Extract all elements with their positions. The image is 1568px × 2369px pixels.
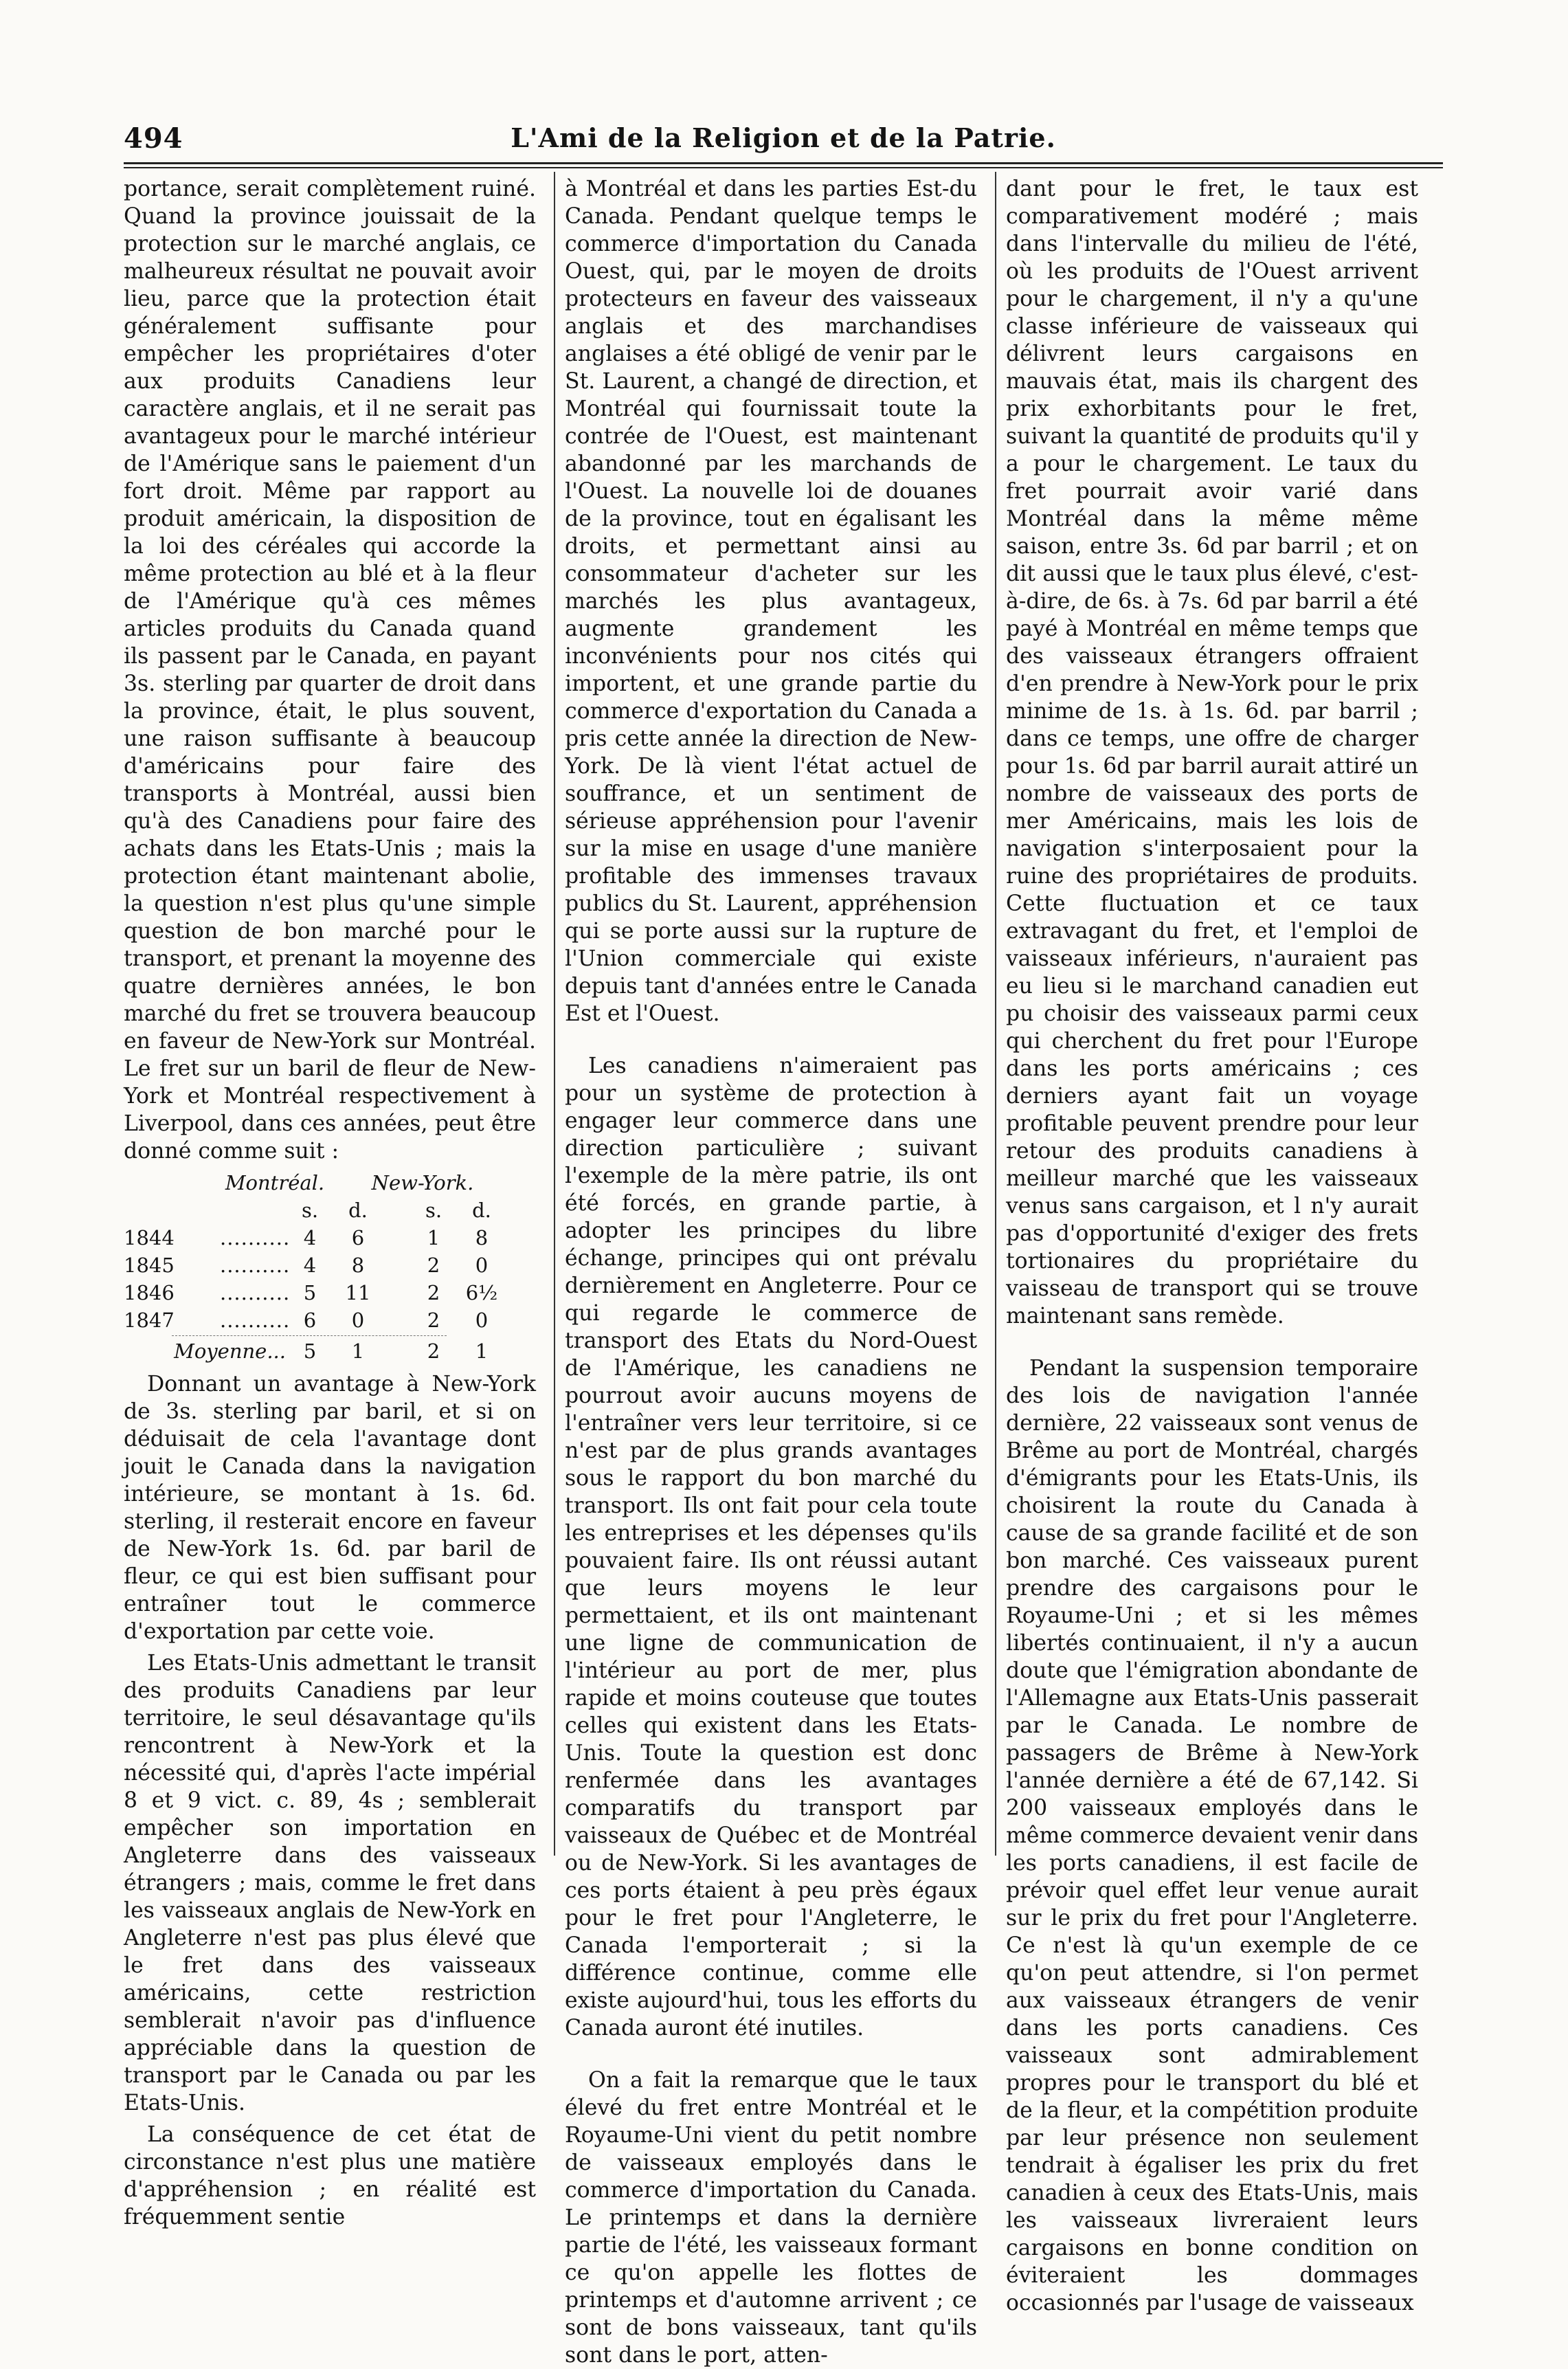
column-1 [124, 175, 536, 2229]
year: 1845 [124, 1254, 175, 1277]
paragraph: Pendant la suspension temporaire des lois de navigation l'année dernière, 22 vaisseaux sont venus de Brême au port de Montréal, chargés d'émigrants pour les Etats-Unis, ils choisirent la route du Canada à cause de sa grande facilité et de son bon marché. Ces vaisseaux purent prendre des cargaisons pour le Royaume-Uni ; et si les mêmes libertés continuaient, il n'y a aucun doute que l'émigration abondante de l'Allemagne aux Etats-Unis passerait par le Canada. Le nombre de passagers de Brême à New-York l'année dernière a été de 67,142. Si 200 vaisseaux employés dans le même commerce devaient venir dans les ports canadiens, il est facile de prévoir quel effet leur venue aurait sur le prix du fret pour l'Angleterre. Ce n'est là qu'un exemple de ce qu'on peut attendre, si l'on permet aux vaisseaux étrangers de venir dans les ports canadiens. Ces vaisseaux sont admirablement propres pour le transport du blé et de la fleur, et la compétition produite par leur présence non seulement tendrait à égaliser les prix du fret canadien à ceux des Etats-Unis, mais les vaisseaux livreraient leurs cargaisons en bonne condition on éviteraient les dommages occasionnés par l'usage de vaisseaux [1006, 1356, 1418, 2315]
page-header [124, 122, 1443, 164]
running-title: L'Ami de la Religion et de la Patrie. [511, 122, 1056, 153]
paragraph: dant pour le fret, le taux est comparativement modéré ; mais dans l'intervalle du milieu de l'été, où les produits de l'Ouest arrivent pour le chargement, il n'y a qu'une classe inférieure de vaisseaux qui délivrent leurs cargaisons en mauvais état, mais ils chargent des prix exhorbitants pour le fret, suivant la quantité de produits qu'il y a pour le chargement. Le taux du fret pourrait avoir varié dans Montréal dans la même même saison, entre 3s. 6d par barril ; et on dit aussi que le taux plus élevé, c'est-à-dire, de 6s. à 7s. 6d par barril a été payé à Montréal en même temps que des vaisseaux étrangers offraient d'en prendre à New-York pour le prix minime de 1s. à 1s. 6d. par barril ; dans ce temps, une offre de charger pour 1s. 6d par barril aurait attiré un nombre de vaisseaux des ports de mer Américains, mais les lois de navigation s'interposaient pour la ruine des propriétaires de produits. Cette fluctuation et ce taux extravagant du fret, et l'emploi de vaisseaux inférieurs, n'auraient pas eu lieu si le marchand canadien eut pu choisir des vaisseaux parmi ceux qui cherchent du fret pour l'Europe dans les ports américains ; ces derniers ayant fait un voyage profitable peuvent prendre pour leur retour des produits canadiens à meilleur marché que les vaisseaux venus sans cargaison, et l n'y aurait pas d'opportunité d'exiger des frets tortionaires du propriétaire du vaisseau de transport qui se trouve maintenant sans remède. [1006, 177, 1418, 1328]
year: 1844 [124, 1226, 175, 1249]
paragraph: portance, serait complètement ruiné. Quand la province jouissait de la protection sur le marché anglais, ce malheureux résultat ne pouvait avoir lieu, parce que la protection était généralement suffisante pour empêcher les propriétaires d'oter aux produits Canadiens leur caractère anglais, et il ne serait pas avantageux pour le marché intérieur de l'Amérique sans le paiement d'un fort droit. Même par rapport au produit américain, la disposition de la loi des céréales qui accorde la même protection au blé et à la fleur de l'Amérique qu'à ces mêmes articles produits du Canada quand ils passent par le Canada, en payant 3s. sterling par quarter de droit dans la province, était, le plus souvent, une raison suffisante à beaucoup d'américains pour faire des transports à Montréal, aussi bien qu'à des Canadiens pour faire des achats dans les Etats-Unis ; mais la protection étant maintenant abolie, la question n'est plus qu'une simple question de bon marché pour le transport, et prenant la moyenne des quatre dernières années, le bon marché du fret se trouvera beaucoup en faveur de New-York sur Montréal. Le fret sur un baril de fleur de New-York et Montréal respectivement à Liverpool, dans ces années, peut être donné comme suit : [124, 177, 536, 1164]
paragraph: Donnant un avantage à New-York de 3s. sterling par baril, et si on déduisait de cela l'avantage dont jouit le Canada dans la navigation intérieure, se montant à 1s. 6d. sterling, il resterait encore en faveur de New-York 1s. 6d. par baril de fleur, ce qui est bien suffisant pour entraîner tout le commerce d'exportation par cette voie. [124, 1372, 536, 1644]
column-divider [554, 172, 555, 1856]
table-row: 1846 .......... 5 11 2 6½ [124, 1279, 536, 1306]
table-row: 1844 .......... 4 6 1 8 [124, 1224, 536, 1252]
unit-shillings: s. [301, 1199, 319, 1222]
table-average-row: Moyenne... 5 1 2 1 [124, 1337, 536, 1365]
paragraph: à Montréal et dans les parties Est-du Canada. Pendant quelque temps le commerce d'importation du Canada Ouest, qui, par le moyen de droits protecteurs en faveur des vaisseaux anglais et des marchandises anglaises a été obligé de venir par le St. Laurent, a changé de direction, et Montréal qui fournissait toute la contrée de l'Ouest, est maintenant abandonné par les marchands de l'Ouest. La nouvelle loi de douanes de la province, tout en égalisant les droits, et permettant ainsi au consommateur d'acheter sur les marchés les plus avantageux, augmente grandement les inconvénients pour nos cités qui importent, et une grande partie du commerce d'exportation du Canada a pris cette année la direction de New-York. De là vient l'état actuel de souffrance, et un sentiment de sérieuse appréhension pour l'avenir sur la mise en usage d'une manière profitable des immenses travaux publics du St. Laurent, appréhension qui se porte aussi sur la rupture de l'Union commerciale qui existe depuis tant d'années entre le Canada Est et l'Ouest. [565, 177, 977, 1026]
table-row: 1847 .......... 6 0 2 0 [124, 1306, 536, 1334]
average-label: Moyenne... [174, 1339, 286, 1363]
paragraph: Les Etats-Unis admettant le transit des produits Canadiens par leur territoire, le seul désavantage qu'ils rencontrent à New-York et la nécessité qui, d'après l'acte impérial 8 et 9 vict. c. 89, 4s ; semblerait empêcher son importation en Angleterre dans des vaisseaux étrangers ; mais, comme le fret dans les vaisseaux anglais de New-York en Angleterre n'est pas plus élevé que le fret dans des vaisseaux américains, cette restriction semblerait n'avoir pas d'influence appréciable dans la question de transport par le Canada ou par les Etats-Unis. [124, 1651, 536, 2115]
unit-pence: d. [472, 1199, 491, 1222]
table-row: 1845 .......... 4 8 2 0 [124, 1252, 536, 1279]
header-rule-thin [124, 167, 1443, 168]
paragraph: Les canadiens n'aimeraient pas pour un système de protection à engager leur commerce dans une direction particulière ; suivant l'exemple de la mère patrie, ils ont été forcés, en grande partie, à adopter les principes du libre échange, principes qui ont prévalu dernièrement en Angleterre. Pour ce qui regarde le commerce de transport des Etats du Nord-Ouest de l'Amérique, les canadiens ne pourrout avoir aucuns moyens de l'entraîner vers leur territoire, si ce n'est par de plus grands avantages sous le rapport du bon marché du transport. Ils ont fait pour cela toute les entreprises et les dépenses qu'ils pouvaient faire. Ils ont réussi autant que leurs moyens le leur permettaient, et ils ont maintenant une ligne de communication de l'intérieur au port de mer, plus rapide et moins couteuse que toutes celles qui existent dans les Etats-Unis. Toute la question est donc renfermée dans les avantages comparatifs du transport par vaisseaux de Québec et de Montréal ou de New-York. Si les avantages de ces ports étaient à peu près égaux pour le fret pour l'Angleterre, le Canada l'emporterait ; si la différence continue, comme elle existe aujourd'hui, tous les efforts du Canada auront été inutiles. [565, 1054, 977, 2040]
year: 1847 [124, 1309, 175, 1332]
paragraph: On a fait la remarque que le taux élevé du fret entre Montréal et le Royaume-Uni vient du petit nombre de vaisseaux employés dans le commerce d'importation du Canada. Le printemps et dans la dernière partie de l'été, les vaisseaux formant ce qu'on appelle les flottes de printemps et d'automne arrivent ; ce sont de bons vaisseaux, tant qu'ils sont dans le port, atten- [565, 2068, 977, 2368]
header-rule [124, 162, 1443, 164]
table-header-montreal: Montréal. [225, 1171, 325, 1194]
table-separator [172, 1335, 447, 1336]
column-2 [565, 175, 977, 2368]
table-header-newyork: New-York. [371, 1171, 474, 1194]
column-3 [1006, 175, 1418, 2315]
table-header-row [124, 1169, 536, 1197]
freight-table [124, 1169, 536, 1365]
column-divider [995, 172, 996, 1856]
page-number: 494 [124, 122, 183, 155]
unit-shillings: s. [425, 1199, 443, 1222]
unit-pence: d. [348, 1199, 368, 1222]
table-units-row [124, 1197, 536, 1224]
paragraph: La conséquence de cet état de circonstance n'est plus une matière d'appréhension ; en réalité est fréquemment sentie [124, 2122, 536, 2229]
year: 1846 [124, 1281, 175, 1304]
